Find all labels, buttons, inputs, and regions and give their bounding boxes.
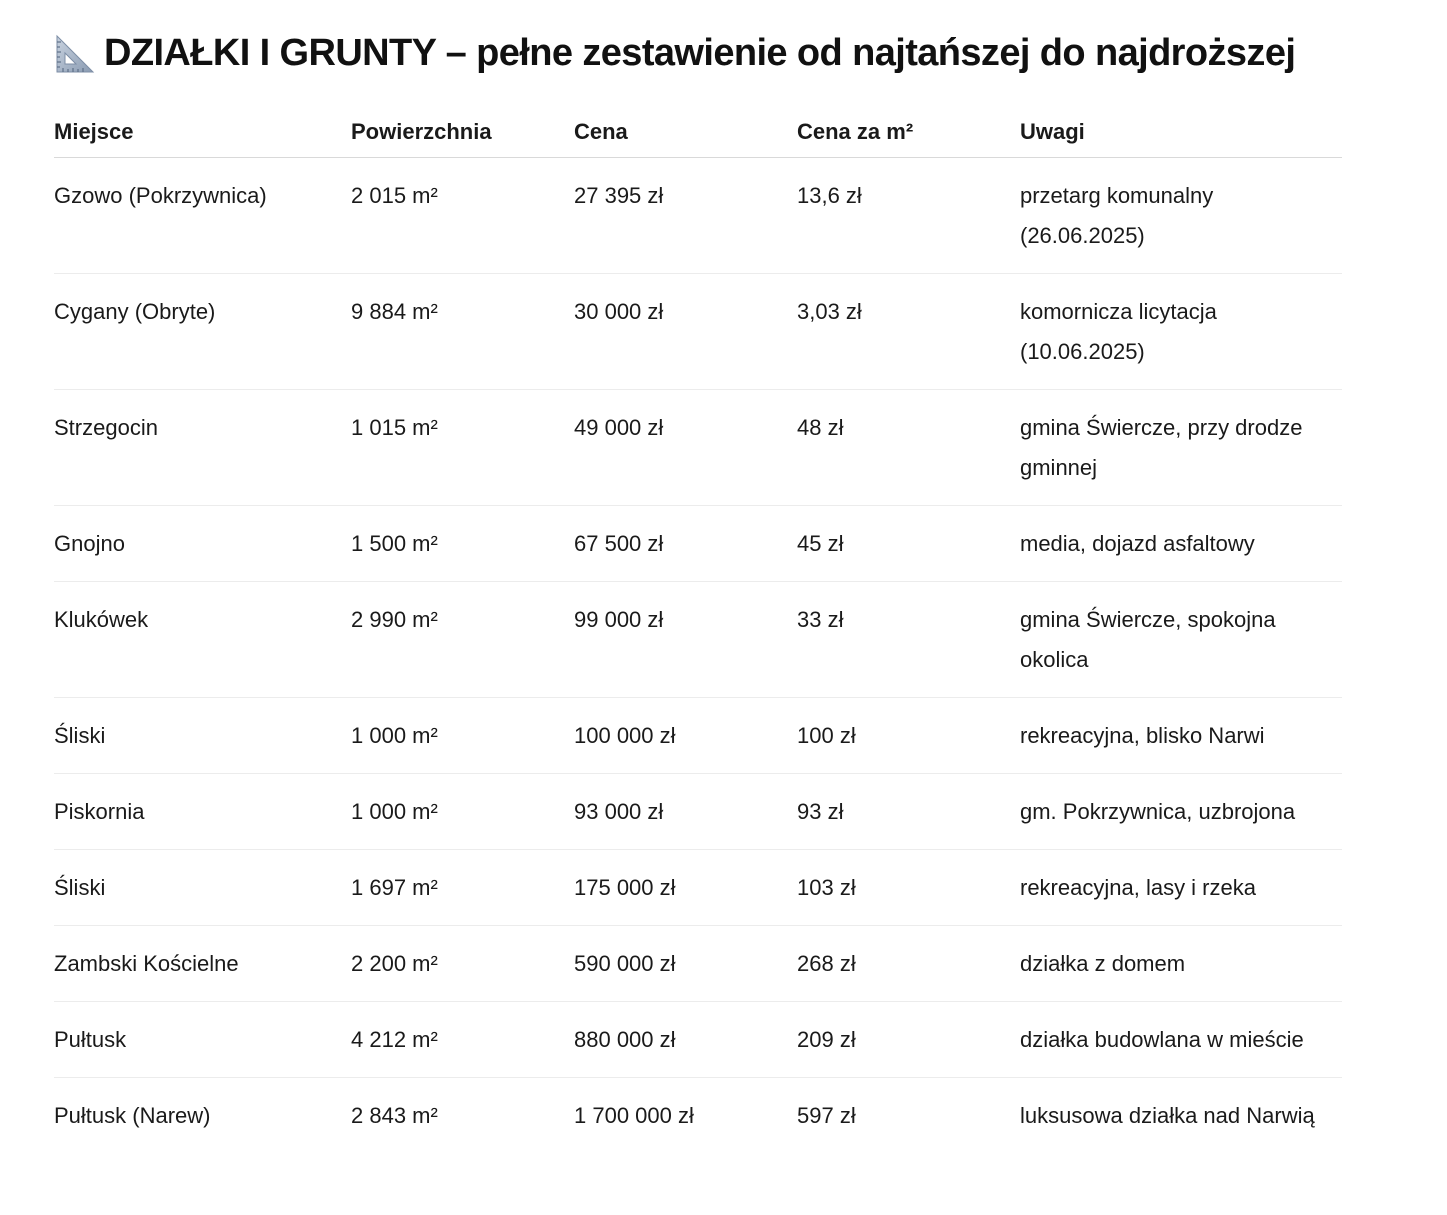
table-row [54, 158, 1342, 274]
cell-price: 175 000 zł [574, 850, 797, 926]
cell-price: 49 000 zł [574, 390, 797, 506]
cell-notes: luksusowa działka nad Narwią [1020, 1103, 1315, 1128]
table-row [54, 274, 1342, 390]
cell-place: Pułtusk [54, 1002, 351, 1078]
table-row [54, 698, 1342, 774]
cell-area: 1 000 m² [351, 698, 574, 774]
cell-place: Klukówek [54, 582, 351, 698]
cell-place: Piskornia [54, 774, 351, 850]
cell-notes: gmina Świercze, przy drodze gminnej [1020, 390, 1342, 506]
cell-price-per-m2: 3,03 zł [797, 274, 1020, 390]
plots-table [54, 107, 1342, 1153]
cell-place: Gzowo (Pokrzywnica) [54, 158, 351, 274]
cell-notes: media, dojazd asfaltowy [1020, 506, 1342, 582]
column-header-place: Miejsce [54, 107, 351, 158]
cell-price-per-m2: 45 zł [797, 506, 1020, 582]
cell-price: 880 000 zł [574, 1002, 797, 1078]
cell-area: 1 500 m² [351, 506, 574, 582]
cell-area: 2 015 m² [351, 158, 574, 274]
cell-area: 9 884 m² [351, 274, 574, 390]
cell-area: 2 843 m² [351, 1103, 438, 1128]
cell-notes: przetarg komunalny (26.06.2025) [1020, 158, 1342, 274]
cell-place: Pułtusk (Narew) [54, 1103, 211, 1128]
cell-place: Gnojno [54, 506, 351, 582]
cell-price: 67 500 zł [574, 506, 797, 582]
table-row [54, 850, 1342, 926]
cell-price-per-m2: 93 zł [797, 774, 1020, 850]
cell-price: 100 000 zł [574, 698, 797, 774]
cell-price-per-m2: 100 zł [797, 698, 1020, 774]
column-header-price-per-m2: Cena za m² [797, 107, 1020, 158]
cell-price: 93 000 zł [574, 774, 797, 850]
cell-price-per-m2: 13,6 zł [797, 158, 1020, 274]
cell-price-per-m2: 209 zł [797, 1002, 1020, 1078]
table-header-row [54, 107, 1342, 158]
column-header-area: Powierzchnia [351, 107, 574, 158]
cell-area: 4 212 m² [351, 1002, 574, 1078]
cell-price-per-m2: 33 zł [797, 582, 1020, 698]
cell-notes: komornicza licytacja (10.06.2025) [1020, 274, 1342, 390]
cell-notes: działka z domem [1020, 926, 1342, 1002]
cell-price: 99 000 zł [574, 582, 797, 698]
cell-area: 1 000 m² [351, 774, 574, 850]
cell-area: 1 697 m² [351, 850, 574, 926]
cell-notes: działka budowlana w mieście [1020, 1002, 1342, 1078]
page-title-text: DZIAŁKI I GRUNTY – pełne zestawienie od najtańszej do najdroższej [104, 32, 1296, 74]
cell-place: Śliski [54, 698, 351, 774]
cell-price: 590 000 zł [574, 926, 797, 1002]
cell-notes: gmina Świercze, spokojna okolica [1020, 582, 1342, 698]
table-row [54, 774, 1342, 850]
cell-area: 2 200 m² [351, 926, 574, 1002]
table-row [54, 1078, 1342, 1154]
table-row [54, 506, 1342, 582]
cell-price-per-m2: 268 zł [797, 926, 1020, 1002]
table-row [54, 926, 1342, 1002]
column-header-price: Cena [574, 107, 797, 158]
cell-notes: gm. Pokrzywnica, uzbrojona [1020, 774, 1342, 850]
cell-place: Strzegocin [54, 390, 351, 506]
cell-price-per-m2: 597 zł [797, 1103, 856, 1128]
column-header-notes: Uwagi [1020, 107, 1342, 158]
cell-price-per-m2: 103 zł [797, 850, 1020, 926]
cell-price: 30 000 zł [574, 274, 797, 390]
table-row [54, 390, 1342, 506]
cell-price: 27 395 zł [574, 158, 797, 274]
triangular-ruler-icon [54, 33, 96, 75]
cell-price-per-m2: 48 zł [797, 390, 1020, 506]
cell-area: 2 990 m² [351, 582, 574, 698]
cell-area: 1 015 m² [351, 390, 574, 506]
table-row [54, 582, 1342, 698]
cell-price: 1 700 000 zł [574, 1103, 694, 1128]
cell-place: Śliski [54, 850, 351, 926]
cell-place: Cygany (Obryte) [54, 274, 351, 390]
cell-place: Zambski Kościelne [54, 926, 351, 1002]
cell-notes: rekreacyjna, lasy i rzeka [1020, 850, 1342, 926]
page-title [54, 32, 1295, 75]
table-row [54, 1002, 1342, 1078]
cell-notes: rekreacyjna, blisko Narwi [1020, 698, 1342, 774]
plots-table-container [54, 107, 1342, 1153]
